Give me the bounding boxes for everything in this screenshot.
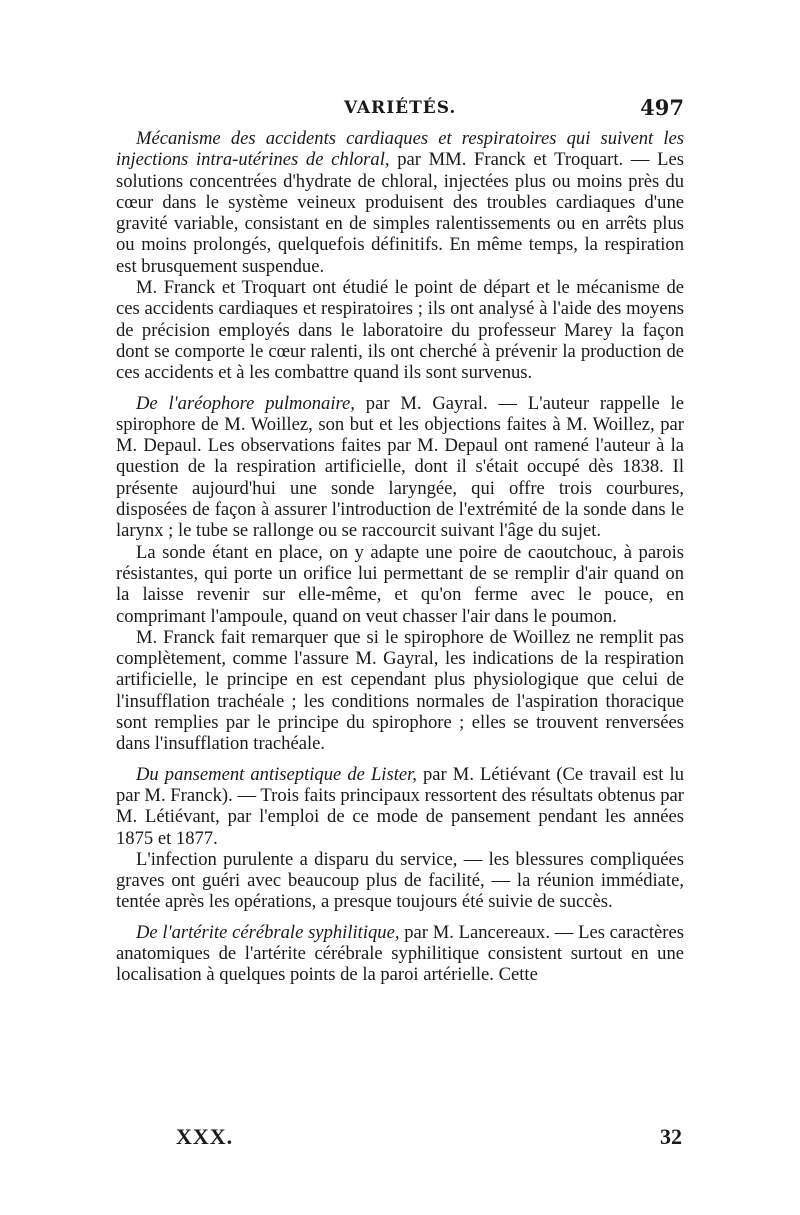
- paragraph-franck-troquart: [116, 277, 684, 383]
- signature-number: 32: [660, 1124, 682, 1149]
- paragraph-sonde: [116, 542, 684, 627]
- paragraph-title: De l'aréophore pulmonaire,: [136, 392, 355, 414]
- paragraph-text: par MM. Franck et Troquart. — Les solutions concentrées d'hydrate de chloral, injectées plus ou moins près du cœur dans le système veineux produisent des troubles cardiaques d'une gravité variable, consistant en de simples ralentissements ou en arrêts plus ou moins prolongés, quelquefois définitifs. En même temps, la respiration est brusquement suspendue.: [116, 149, 684, 277]
- paragraph-franck-remark: [116, 627, 684, 755]
- paragraph-text: par M. Gayral. — L'auteur rappelle le spirophore de M. Woillez, son but et les objections faites à M. Woillez, par M. Depaul. Les observations faites par M. Depaul ont ramené l'auteur à la question de la respiration artificielle, dont il s'était occupé dès 1838. Il présente aujourd'hui une sonde laryngée, qui offre trois courbures, disposées de façon à assurer l'introduction de l'extrémité de la sonde dans le larynx ; le tube se rallonge ou se raccourcit suivant l'âge du sujet.: [116, 392, 684, 542]
- paragraph-text: M. Franck fait remarquer que si le spirophore de Woillez ne remplit pas complètement, comme l'assure M. Gayral, les indications de la respiration artificielle, le principe en est cependant plus physiologique que celui de l'insufflation trachéale ; les conditions normales de l'aspiration thoracique sont remplies par le principe du spirophore ; elles se trouvent renversées dans l'insufflation trachéale.: [116, 626, 684, 755]
- paragraph-text: La sonde étant en place, on y adapte une poire de caoutchouc, à parois résistantes, qui porte un orifice lui permettant de se remplir d'air quand on la laisse revenir sur elle-même, et qu'on ferme avec le pouce, en comprimant l'ampoule, quand on veut chasser l'air dans le poumon.: [116, 541, 684, 627]
- page-body: [116, 128, 684, 986]
- paragraph-text: par M. Létiévant (Ce travail est lu par M. Franck). — Trois faits principaux ressortent des résultats obtenus par M. Létiévant, par l'emploi de ce mode de pansement pendant les années 1875 et 1877.: [116, 763, 684, 849]
- paragraph-text: L'infection purulente a disparu du service, — les blessures compliquées graves ont guéri avec beaucoup plus de facilité, — la réunion immédiate, tentée après les opérations, a presque toujours été suivie de succès.: [116, 848, 684, 913]
- paragraph-lister: [116, 764, 684, 849]
- paragraph-title: Mécanisme des accidents cardiaques et respiratoires qui suivent les injections intra-utérines de chloral,: [116, 128, 684, 171]
- running-head: VARIÉTÉS.: [344, 98, 457, 118]
- page-header: [118, 95, 684, 128]
- paragraph-text: M. Franck et Troquart ont étudié le point de départ et le mécanisme de ces accidents cardiaques et respiratoires ; ils ont analysé à l'aide des moyens de précision employés dans le laboratoire du professeur Marey la façon dont se comporte le cœur ralenti, ils ont cherché à prévenir la production de ces accidents et à les combattre quand ils sont survenus.: [116, 277, 684, 384]
- paragraph-arterite: [116, 922, 684, 986]
- paragraph-infection: [116, 849, 684, 913]
- paragraph-title: Du pansement antiseptique de Lister,: [136, 763, 417, 785]
- paragraph-areophore: [116, 393, 684, 542]
- paragraph-chloral: [116, 128, 684, 277]
- paragraph-text: par M. Lancereaux. — Les caractères anatomiques de l'artérite cérébrale syphilitique consistent surtout en une localisation à quelques points de la paroi artérielle. Cette: [116, 921, 684, 986]
- page-number: 497: [640, 95, 684, 120]
- paragraph-title: De l'artérite cérébrale syphilitique,: [136, 921, 400, 943]
- page-footer: [176, 1124, 682, 1152]
- signature-mark: XXX.: [176, 1124, 234, 1149]
